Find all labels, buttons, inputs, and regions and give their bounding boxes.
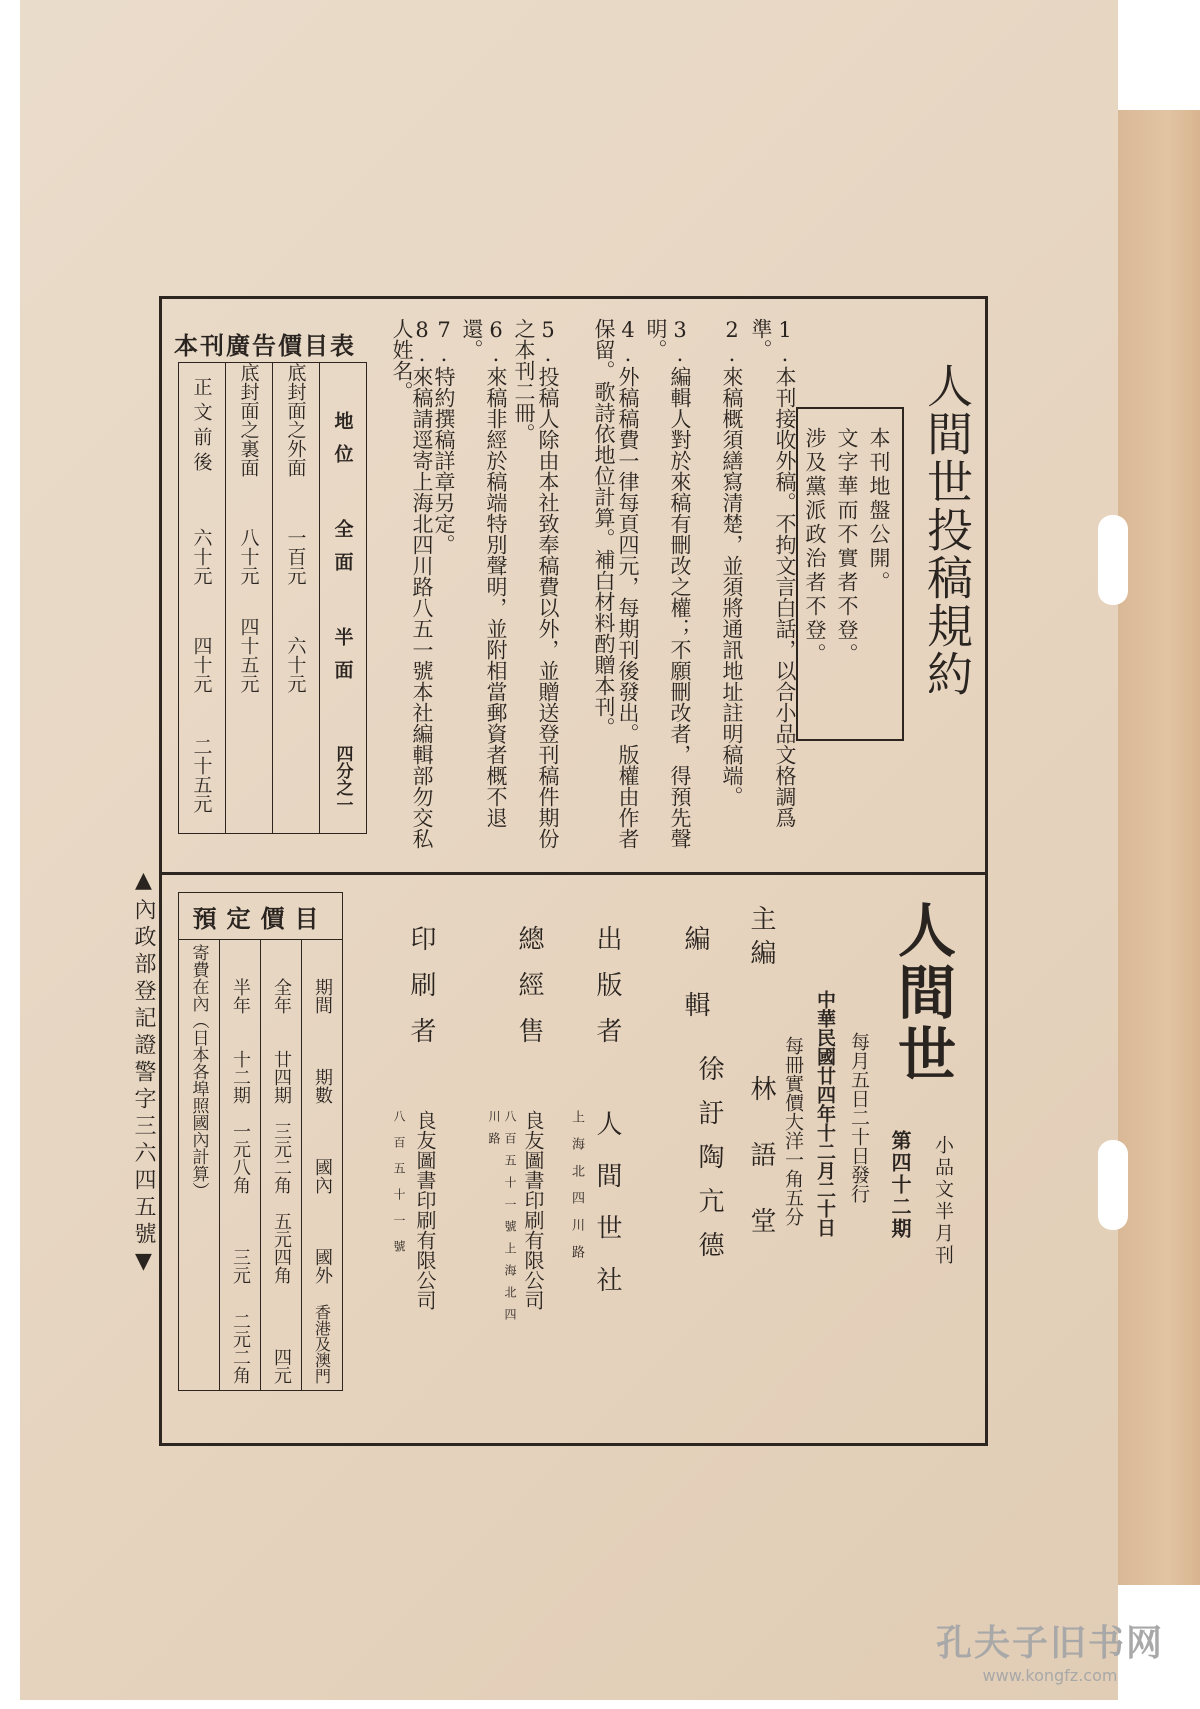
site-watermark	[905, 1615, 1195, 1685]
ad-cell-position: 底封面之裏面	[237, 363, 260, 477]
sub-header-period: 期間	[312, 978, 333, 1014]
sub-header-hk: 香港及澳門	[312, 1304, 332, 1384]
guideline-rules	[390, 318, 797, 850]
sub-header-domestic: 國內	[312, 1158, 333, 1194]
sub-cell-domestic: 一元八角	[230, 1122, 251, 1194]
sub-cell-hk: 四元	[271, 1348, 292, 1384]
ad-row-body	[179, 363, 226, 834]
rule-5: 5.投稿人除由本社致奉稿費以外，並贈送登刊稿件期份之本刊二冊。	[512, 318, 560, 849]
notice-line-2: 文字華而不實者不登。	[835, 427, 859, 667]
notice-line-1: 本刊地盤公開。	[867, 427, 891, 595]
credit-name-editor: 徐訏陶亢德	[694, 1055, 724, 1275]
rule-2: 2.來稿概須繕寫清楚，並須將通訊地址註明稿端。	[720, 318, 744, 807]
masthead-title: 人間世	[888, 900, 956, 1086]
ad-rates-title: 本刊廣告價目表	[174, 331, 356, 360]
credit-name-publisher: 人間世社	[592, 1110, 622, 1318]
sub-cell-period: 全年	[271, 978, 292, 1014]
sub-cell-hk: 二元二角	[230, 1312, 251, 1384]
watermark-url: www.kongfz.com	[982, 1666, 1118, 1685]
sub-header-col	[302, 940, 343, 1391]
ad-cell-half: 六十元	[284, 636, 307, 693]
credit-name-distributor: 良友圖書印刷有限公司	[521, 1110, 545, 1310]
ad-header-col	[320, 363, 367, 834]
rule-6: 6.來稿非經於稿端特別聲明，並附相當郵資者概不退還。	[460, 318, 508, 828]
subscription-note: 寄費在內（日本各埠照國內計算）	[188, 944, 209, 1199]
ad-cell-full: 八十元	[237, 528, 260, 585]
subscription-title: 預定價目	[179, 893, 343, 940]
ad-header-half: 半面	[331, 627, 354, 693]
ad-header-quarter: 四分之一	[332, 745, 353, 813]
ad-cell-position: 正文前後	[190, 377, 213, 477]
sub-cell-foreign: 五元四角	[271, 1212, 292, 1284]
sub-note-col	[179, 940, 220, 1391]
registration-number: ▲內政部登記證警字三六四五號▼	[131, 868, 156, 1279]
credit-name-chief-editor: 林語堂	[746, 1075, 776, 1273]
credit-role-chief-editor: 主編	[746, 905, 776, 973]
ad-cell-half: 四十五元	[237, 617, 260, 693]
sub-cell-issues: 十二期	[230, 1050, 251, 1104]
credit-role-distributor: 總經售	[514, 925, 544, 1063]
sub-cell-domestic: 三元二角	[271, 1122, 292, 1194]
sub-cell-period: 半年	[230, 978, 251, 1014]
subscription-table	[178, 892, 343, 1391]
credit-role-publisher: 出版者	[592, 925, 622, 1063]
credit-role-printer: 印刷者	[406, 925, 436, 1063]
ad-row-back-inside	[226, 363, 273, 834]
credit-address-distributor: 八百五十一號上海北四川路	[487, 1110, 517, 1330]
sub-row-year	[261, 940, 302, 1391]
publication-cycle: 每月五日二十日發行	[848, 1032, 870, 1203]
binding-notch-lower	[1098, 1140, 1128, 1230]
ad-header-full: 全面	[331, 519, 354, 585]
ad-cell-quarter: 二十五元	[190, 737, 213, 813]
credit-address-publisher: 上海北四川路	[569, 1110, 584, 1272]
watermark-name: 孔夫子旧书网	[935, 1623, 1164, 1664]
masthead-subtitle: 小品文半月刊	[932, 1135, 954, 1267]
rule-3: 3.編輯人對於來稿有刪改之權；不願刪改者，得預先聲明。	[644, 318, 692, 849]
ad-cell-full: 六十元	[190, 528, 213, 585]
sub-cell-issues: 廿四期	[271, 1050, 292, 1104]
rule-4: 4.外稿稿費一律每頁四元，每期刊後發出。版權由作者保留。歌詩依地位計算。補白材料酌贈本刊。	[592, 318, 640, 849]
price: 每冊實價大洋一角五分	[782, 1036, 804, 1226]
ad-cell-position: 底封面之外面	[284, 363, 307, 477]
sub-row-half	[220, 940, 261, 1391]
notice-line-3: 涉及黨派政治者不登。	[803, 427, 827, 667]
guidelines-title: 人間世投稿規約	[920, 362, 974, 698]
notice-box	[796, 407, 904, 741]
sub-header-issues: 期數	[312, 1068, 333, 1104]
sub-cell-foreign: 三元	[230, 1248, 251, 1284]
rule-7: 7.特約撰稿詳章另定。	[432, 318, 456, 555]
credits	[380, 905, 780, 1425]
credit-address-printer: 八百五十一號	[392, 1110, 406, 1266]
ad-header-position: 地位	[331, 411, 354, 477]
binding-notch-upper	[1098, 515, 1128, 605]
publication-date: 中華民國廿四年十二月二十日	[814, 990, 836, 1237]
ad-cell-full: 一百元	[284, 528, 307, 585]
credit-role-editor: 編輯	[680, 925, 710, 1057]
ad-cell-half: 四十元	[190, 636, 213, 693]
issue-number: 第四十二期	[888, 1130, 912, 1240]
binding-edge	[1118, 110, 1200, 1585]
credit-name-printer: 良友圖書印刷有限公司	[413, 1110, 437, 1310]
ad-row-back-outside	[273, 363, 320, 834]
rule-8: 8.來稿請逕寄上海北四川路八五一號本社編輯部勿交私人姓名。	[390, 318, 434, 849]
sub-header-foreign: 國外	[312, 1248, 333, 1284]
ad-rates-table	[178, 362, 367, 834]
rule-1: 1.本刊接收外稿。不拘文言白話，以合小品文格調爲準。	[749, 318, 797, 828]
